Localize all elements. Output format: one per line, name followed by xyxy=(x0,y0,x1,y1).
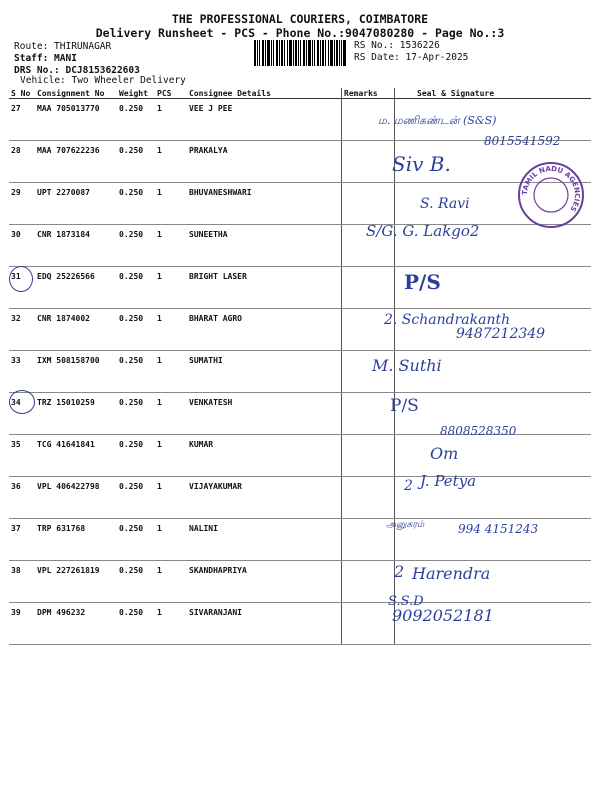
row-sno: 29 xyxy=(9,183,35,225)
col-pcs: PCS xyxy=(155,88,187,99)
col-consignment: Consignment No xyxy=(35,88,117,99)
row-sno: 36 xyxy=(9,477,35,519)
table-header-row xyxy=(9,88,591,99)
signature-31: P/S xyxy=(404,270,441,294)
row-remarks xyxy=(342,309,395,351)
row-remarks xyxy=(342,561,395,603)
row-consignee: NALINI xyxy=(187,519,342,561)
row-seal-signature xyxy=(395,393,592,435)
row-consignee: VEE J PEE xyxy=(187,99,342,141)
row-seal-signature xyxy=(395,141,592,183)
row-consignment-no: UPT 2270087 xyxy=(35,183,117,225)
row-seal-signature xyxy=(395,435,592,477)
col-remarks: Remarks xyxy=(342,88,395,99)
row-pcs: 1 xyxy=(155,603,187,645)
row-consignment-no: TCG 41641841 xyxy=(35,435,117,477)
row-pcs: 1 xyxy=(155,99,187,141)
signature-33: M. Suthi xyxy=(372,356,442,375)
row-consignee: SKANDHAPRIYA xyxy=(187,561,342,603)
row-remarks xyxy=(342,267,395,309)
row-seal-signature xyxy=(395,477,592,519)
row-weight: 0.250 xyxy=(117,435,155,477)
row-remarks xyxy=(342,477,395,519)
table-row xyxy=(9,603,591,645)
row-weight: 0.250 xyxy=(117,309,155,351)
row-consignment-no: TRZ 15010259 xyxy=(35,393,117,435)
table-row xyxy=(9,225,591,267)
row-remarks xyxy=(342,603,395,645)
row-consignment-no: CNR 1874002 xyxy=(35,309,117,351)
signature-30: S/G. G. Lakgo2 xyxy=(366,222,480,240)
signature-28-phone: 8015541592 xyxy=(484,134,561,148)
row-sno: 27 xyxy=(9,99,35,141)
signature-36: J. Petya xyxy=(420,472,477,490)
table-row xyxy=(9,435,591,477)
row-remarks xyxy=(342,141,395,183)
row-remarks xyxy=(342,183,395,225)
row-weight: 0.250 xyxy=(117,99,155,141)
row-seal-signature xyxy=(395,561,592,603)
row-remarks xyxy=(342,393,395,435)
signature-39-phone: 9092052181 xyxy=(392,606,494,625)
row-pcs: 1 xyxy=(155,561,187,603)
table-row xyxy=(9,183,591,225)
row-sno: 34 xyxy=(9,393,35,435)
table-row xyxy=(9,477,591,519)
row-pcs: 1 xyxy=(155,183,187,225)
row-remarks xyxy=(342,225,395,267)
row-sno: 30 xyxy=(9,225,35,267)
row-consignment-no: CNR 1873184 xyxy=(35,225,117,267)
row-weight: 0.250 xyxy=(117,351,155,393)
stamp-text: TAMIL NADU AGENCIES xyxy=(520,164,582,214)
row-pcs: 1 xyxy=(155,267,187,309)
row-consignee: VENKATESH xyxy=(187,393,342,435)
signature-28: Siv B. xyxy=(392,152,451,176)
row-pcs: 1 xyxy=(155,351,187,393)
row-consignee: BHARAT AGRO xyxy=(187,309,342,351)
row-remarks xyxy=(342,99,395,141)
row-seal-signature xyxy=(395,603,592,645)
row-consignment-no: VPL 406422798 xyxy=(35,477,117,519)
rs-date: RS Date: 17-Apr-2025 xyxy=(354,52,469,63)
row-pcs: 1 xyxy=(155,225,187,267)
row-consignee: BHUVANESHWARI xyxy=(187,183,342,225)
col-seal-signature: Seal & Signature xyxy=(395,88,592,99)
row-consignment-no: IXM 508158700 xyxy=(35,351,117,393)
rs-number: RS No.: 1536226 xyxy=(354,40,440,51)
table-row xyxy=(9,309,591,351)
drs-number: DRS No.: DCJ8153622603 xyxy=(14,65,140,76)
row-remarks xyxy=(342,351,395,393)
table-row xyxy=(9,267,591,309)
signature-37-name: அனுசுரம் xyxy=(386,520,425,530)
barcode xyxy=(254,40,346,66)
signature-35-phone: 8808528350 xyxy=(440,424,517,438)
row-seal-signature xyxy=(395,351,592,393)
row-sno: 32 xyxy=(9,309,35,351)
row-weight: 0.250 xyxy=(117,561,155,603)
col-weight: Weight xyxy=(117,88,155,99)
table-row xyxy=(9,351,591,393)
row-consignee: VIJAYAKUMAR xyxy=(187,477,342,519)
col-consignee: Consignee Details xyxy=(187,88,342,99)
row-consignment-no: MAA 705013770 xyxy=(35,99,117,141)
row-seal-signature xyxy=(395,309,592,351)
row-weight: 0.250 xyxy=(117,267,155,309)
row-remarks xyxy=(342,519,395,561)
row-pcs: 1 xyxy=(155,519,187,561)
row-seal-signature xyxy=(395,519,592,561)
row-pcs: 1 xyxy=(155,309,187,351)
row-consignee: SUNEETHA xyxy=(187,225,342,267)
runsheet-table xyxy=(9,88,591,645)
row-pcs: 1 xyxy=(155,393,187,435)
row-sno: 35 xyxy=(9,435,35,477)
row-sno: 37 xyxy=(9,519,35,561)
mark-2-row38: 2 xyxy=(394,562,405,581)
col-sno: S No xyxy=(9,88,35,99)
row-weight: 0.250 xyxy=(117,477,155,519)
table-row xyxy=(9,99,591,141)
company-title: THE PROFESSIONAL COURIERS, COIMBATORE xyxy=(171,12,429,26)
vehicle-label: Vehicle: Two Wheeler Delivery xyxy=(20,75,186,86)
row-consignee: PRAKALYA xyxy=(187,141,342,183)
row-consignment-no: VPL 227261819 xyxy=(35,561,117,603)
staff-label: Staff: MANI xyxy=(14,53,77,64)
route-label: Route: THIRUNAGAR xyxy=(14,41,112,52)
row-pcs: 1 xyxy=(155,477,187,519)
row-consignee: BRIGHT LASER xyxy=(187,267,342,309)
row-consignment-no: MAA 707622236 xyxy=(35,141,117,183)
row-consignee: SUMATHI xyxy=(187,351,342,393)
signature-34: P/S xyxy=(390,396,419,416)
row-consignee: SIVARANJANI xyxy=(187,603,342,645)
row-pcs: 1 xyxy=(155,435,187,477)
signature-32-name: 2. Schandrakanth xyxy=(384,312,511,328)
row-weight: 0.250 xyxy=(117,183,155,225)
row-consignee: KUMAR xyxy=(187,435,342,477)
table-row xyxy=(9,141,591,183)
row-weight: 0.250 xyxy=(117,603,155,645)
signature-38: Harendra xyxy=(412,564,491,583)
row-sno: 33 xyxy=(9,351,35,393)
table-row xyxy=(9,393,591,435)
row-remarks xyxy=(342,435,395,477)
signature-32-phone: 9487212349 xyxy=(456,326,546,342)
row-seal-signature xyxy=(395,183,592,225)
row-sno: 31 xyxy=(9,267,35,309)
row-sno: 28 xyxy=(9,141,35,183)
row-sno: 38 xyxy=(9,561,35,603)
row-seal-signature xyxy=(395,99,592,141)
row-consignment-no: TRP 631768 xyxy=(35,519,117,561)
signature-37-phone: 994 4151243 xyxy=(458,522,539,536)
row-weight: 0.250 xyxy=(117,141,155,183)
row-sno: 39 xyxy=(9,603,35,645)
row-pcs: 1 xyxy=(155,141,187,183)
table-row xyxy=(9,561,591,603)
row-seal-signature xyxy=(395,267,592,309)
signature-35: Om xyxy=(430,444,459,463)
row-consignment-no: EDQ 25226566 xyxy=(35,267,117,309)
mark-2-row36: 2 xyxy=(404,478,413,494)
table-row xyxy=(9,519,591,561)
row-seal-signature xyxy=(395,225,592,267)
signature-27: ம. மணிகண்டன் (S&S) xyxy=(378,114,497,127)
signature-39-a: S.S.D xyxy=(388,594,424,609)
row-weight: 0.250 xyxy=(117,225,155,267)
row-consignment-no: DPM 496232 xyxy=(35,603,117,645)
runsheet-subtitle: Delivery Runsheet - PCS - Phone No.:9047080280 - Page No.:3 xyxy=(95,26,505,40)
signature-29: S. Ravi xyxy=(420,196,470,212)
row-weight: 0.250 xyxy=(117,519,155,561)
row-weight: 0.250 xyxy=(117,393,155,435)
